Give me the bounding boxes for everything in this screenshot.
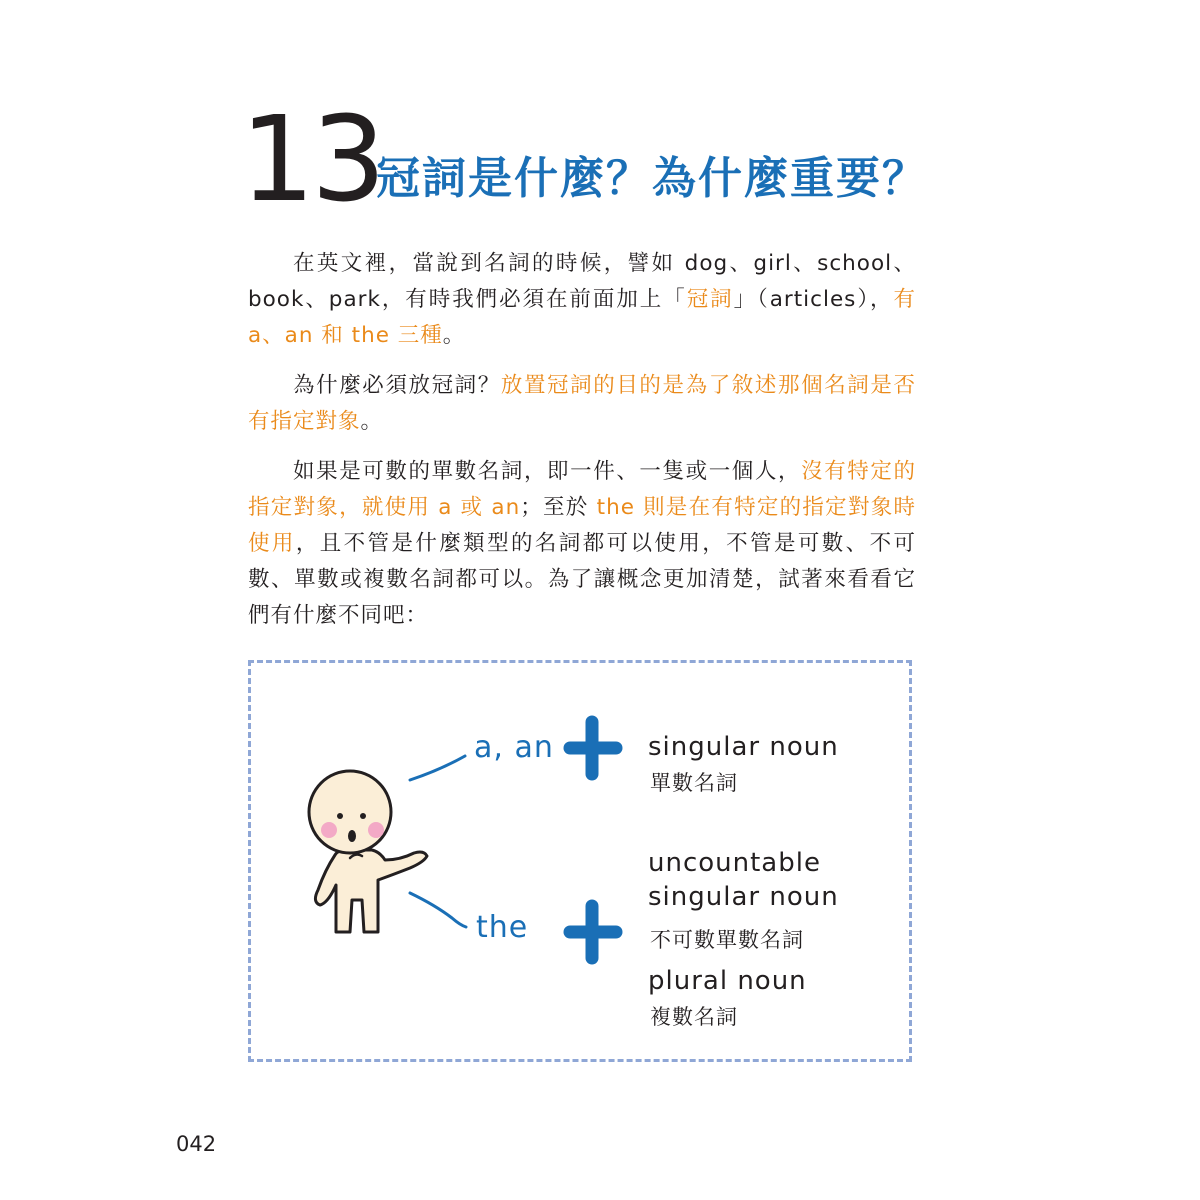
paragraph-3-text-1: 如果是可數的單數名詞，即一件、一隻或一個人， [293, 459, 802, 484]
a-an-target-en: singular noun [648, 732, 839, 762]
page-number: 042 [176, 1132, 217, 1156]
a-an-pointer-line [410, 756, 465, 780]
paragraph-1-text-1: 在英文裡，當說到名詞的時候，譬如 dog、girl、school、book、park，有時我們必須在前面加上「 [248, 251, 916, 312]
chapter-number: 13 [240, 90, 383, 228]
paragraph-1-highlight-1: 冠詞 [686, 287, 734, 312]
plus-icon-a-an [570, 722, 616, 774]
plus-icon-the [570, 906, 616, 958]
paragraph-2-text-2: 。 [360, 409, 384, 434]
the-label: the [476, 910, 529, 945]
the-target-zh-1: 不可數單數名詞 [650, 928, 804, 952]
the-target-en-2: singular noun [648, 882, 839, 912]
paragraph-3-text-3: ，且不管是什麼類型的名詞都可以使用，不管是可數、不可數、單數或複數名詞都可以。為了讓概念更加清楚，試著來看看它們有什麼不同吧： [248, 531, 916, 628]
the-target-zh-2: 複數名詞 [650, 1005, 738, 1029]
the-target-en-3: plural noun [648, 966, 807, 996]
paragraph-2-highlight-1: 放置冠詞的目的是為了敘述那個名詞是否有指定對象 [248, 373, 916, 434]
paragraph-1-text-2: 」（articles）， [733, 287, 894, 312]
chapter-title: 冠詞是什麼？為什麼重要？ [376, 153, 928, 204]
paragraph-2-text-1: 為什麼必須放冠詞？ [293, 373, 501, 398]
paragraph-3-text-2: ；至於 [520, 495, 597, 520]
the-pointer-line [410, 893, 466, 927]
paragraph-1-highlight-2: 有 a、an 和 the 三種 [248, 287, 916, 348]
a-an-label: a, an [474, 730, 554, 765]
paragraph-1-text-3: 。 [442, 323, 466, 348]
a-an-target-zh: 單數名詞 [650, 771, 738, 795]
paragraph-3-highlight-2: the 則是在有特定的指定對象時使用 [248, 495, 916, 556]
the-target-en-1: uncountable [648, 848, 821, 878]
paragraph-3-highlight-1: 沒有特定的指定對象，就使用 a 或 an [248, 459, 916, 520]
cartoon-character-icon [309, 771, 427, 932]
